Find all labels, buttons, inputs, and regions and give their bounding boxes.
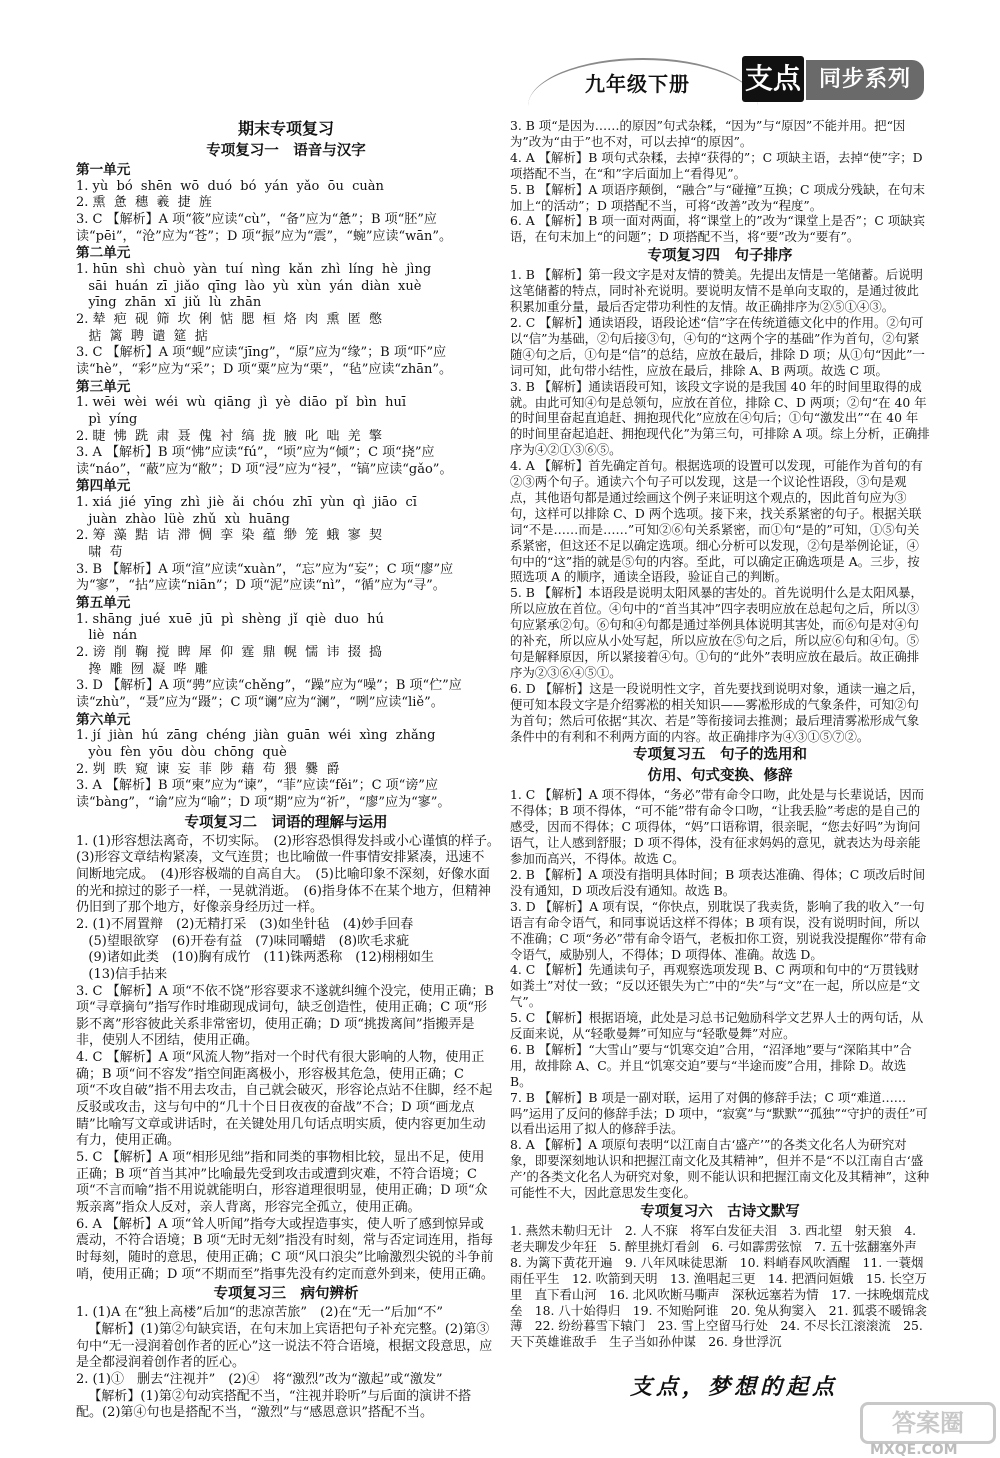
answer-line: 3. C 【解析】A 项“蚬”应读“jīng”，“原”应为“缘”；B 项“吓”应读“hè”，“彩”应为“采”；D 项“粟”应为“栗”，“毡”应读“zhān”。 xyxy=(76,345,453,377)
answer-line: 1. (1)A 在“独上高楼”后加“的悲凉苦旅” (2)在“无一”后加“不” 【解析】(1)第②句缺宾语，在句末加上宾语把句子补充完整。(2)第③句中“无一浸润着创作者的匠心”这一说法不符合语境，根据文段意思，应是全都浸润着创作者的匠心。 xyxy=(76,1305,493,1371)
answer-line: 1. B 【解析】第一段文字是对友情的赞美。先提出友情是一笔储蓄。后说明这笔储蓄的特点，同时补充说明。要说明友情不是单向支取的，是通过彼此积累加重分量，最后否定带功利性的友情。故正确排序为②⑤①④③。 xyxy=(510,267,923,315)
unit-heading: 第三单元 xyxy=(76,378,131,395)
watermark-url: MXQE.COM xyxy=(870,1442,958,1458)
answer-line: 5. C 【解析】A 项“相形见绌”指和同类的事物相比较，显出不足，使用正确；B 项“首当其冲”比喻最先受到攻击或遭到灾难，不符合语境；C 项“不言而喻”指不用说就能明白，形容道理很明显，使用正确；D 项“众叛亲离”指众人反对，亲人背离，形容完全孤立，使用正确。 xyxy=(76,1150,488,1216)
section-heading: 专项复习二 词语的理解与运用 xyxy=(184,814,388,831)
answer-line: 3. A 【解析】B 项“柬”应为“谏”，“菲”应读“fěi”；C 项“谤”应读“bàng”，“谕”应为“喻”；D 项“期”应为“祈”，“廖”应为“寥”。 xyxy=(76,778,451,810)
page-header xyxy=(0,0,1000,110)
unit-heading: 第五单元 xyxy=(76,595,131,612)
left-column xyxy=(76,118,507,1422)
answer-line: 4. A 【解析】首先确定首句。根据选项的设置可以发现，可能作为首句的有②③两个句子。通读六个句子可以发现，这是一个议论性语段，③句是观点，其他语句都是通过绘画这个例子来证明这个观点的，因此首句应为③句，这样可以排除 C、D 两个选项。接下来，找关系紧密的句子。根据关联词“不是……而是……”可知②⑥句关系紧密，而①句“是的”可知，①⑤句关系紧密，但这还不足以确定选项。细心分析可以发现，②句是举例论证，④句中的“这”指的就是⑤句的内容。至此，可以确定正确选项是 A。三步，按照选项 A 的顺序，通读全语段，验证自己的判断。 xyxy=(510,458,923,585)
brand-logo: 支点 xyxy=(742,56,804,102)
grade-title: 九年级下册 xyxy=(585,72,690,96)
section-title: 期末专项复习 xyxy=(237,119,334,138)
unit-heading: 第六单元 xyxy=(76,711,131,728)
answer-line: 3. B 项“是因为……的原因”句式杂糅，“因为”与“原因”不能并用。把“因为”改为“由于”也不对，可以去掉“的原因”。 xyxy=(510,118,906,149)
section-heading: 专项复习四 句子排序 xyxy=(647,248,793,265)
answer-line: 2. (1)不屑置辩 (2)无精打采 (3)如坐针毡 (4)妙手回春 (5)望眼欲穿 (6)开卷有益 (7)味同嚼蜡 (8)吹毛求疵 (9)诸如此类 (10)胸有成竹 (11)铢两悉称 (12)栩栩如生 (13)信手拈来 xyxy=(76,916,434,982)
unit-heading: 第二单元 xyxy=(76,245,131,262)
answer-line: 3. D 【解析】A 项有误，“你快点，别耽误了我卖货，影响了我的收入”一句语言有命令语气，和同事说话这样不得体；B 项有误，没有说明时间，所以不准确；C 项“务必”带有命令语气，老板扣你工资，别说我没提醒你”带有命令语气，威胁别人，不得体；D 项得体、准确。故选 D。 xyxy=(510,898,927,962)
section-heading: 专项复习六 古诗文默写 xyxy=(640,1204,800,1220)
answer-line: 6. B 【解析】“大雪山”要与“饥寒交迫”合用，“沼泽地”要与“深陷其中”合用，故排除 A、C。并且“饥寒交迫”要与“半途而废”合用，排除 D。故选 B。 xyxy=(510,1041,912,1089)
answer-line: 1. C 【解析】A 项不得体，“务必”带有命令口吻，此处是与长辈说话，因而不得体；B 项不得体，“可不能”带有命令口吻，“让我丢脸”考虑的是自己的感受，因而不得体；C 项得体，“妈”口语称谓，很亲昵，“您去好吗”为询问语气，让人感到舒服；D 项不得体，没有征求妈妈的意见，就表达为母亲能参加而高兴，不得体。故选 C。 xyxy=(510,787,925,867)
answer-line: 2. 刿 眣 窥 谏 妄 菲 陟 藉 苟 猥 爨 爵 xyxy=(76,761,340,777)
answer-line: 3. B 【解析】A 项“渲”应读“xuàn”，“忘”应为“妄”；C 项“廖”应为“寥”，“拈”应读“niān”；D 项“泥”应读“nì”，“循”应为“寻”。 xyxy=(76,561,454,594)
answer-line: 6. A 【解析】B 项一面对两面，将“课堂上的”改为“课堂上是否”；C 项缺宾语，在句末加上“的问题”；D 项搭配不当，将“要”改为“要有”。 xyxy=(510,213,925,245)
answer-line: 2. 辇 疤 砚 筛 坎 俐 惦 腮 桓 烙 肉 熏 匿 憋 掂 篱 聘 谴 筵 掂 xyxy=(76,311,382,344)
answer-line: 4. C 【解析】A 项“风流人物”指对一个时代有很大影响的人物，使用正确；B 项“问不容发”指空间距离极小，形容极其危急，使用正确；C 项“不攻自破”指不用去攻击，自己就会破灭，形容论点站不住脚，经不起反驳或攻击，这与句中的“几十个日日夜夜的奋战”不合；D 项“画龙点睛”比喻写文章或讲话时，在关键处用几句话点明实质，使内容更加生动有力，使用正确。 xyxy=(76,1050,493,1149)
right-column xyxy=(510,118,930,1350)
answer-line: 2. 睫 怫 跣 肃 聂 傀 衬 缟 拢 腋 叱 咄 羌 擎 xyxy=(76,428,382,444)
answer-line: 4. A 【解析】B 项句式杂糅，去掉“获得的”；C 项缺主语，去掉“使”字；D 项搭配不当，在“和”字后面加上“看得见”。 xyxy=(510,149,927,181)
section-heading: 专项复习三 病句辨析 xyxy=(213,1286,359,1303)
answer-line: 3. A 【解析】B 项“怫”应读“fú”，“顷”应为“倾”；C 项“挠”应读“náo”，“蔽”应为“敝”；D 项“浸”应为“祲”，“镐”应读“gǎo”。 xyxy=(76,445,453,477)
answer-line: 2. B 【解析】A 项没有指明具体时间；B 项表达准确、得体；C 项改后时间没有通知，D 项改后没有通知。故选 B。 xyxy=(510,866,926,898)
answer-line: 4. C 【解析】先通读句子，再观察选项发现 B、C 两项和句中的“万贯钱财如粪土”对仗一致；“反以还银失为亡”中的“失”与“文”在一起，所以应是“文气”。 xyxy=(510,962,921,1010)
answer-line: 3. D 【解析】A 项“骋”应读“chěng”，“躁”应为“噪”；B 项“伫”应读“zhù”，“聂”应为“蹑”；C 项“谰”应为“澜”，“咧”应读“liě”。 xyxy=(76,678,462,710)
answer-line: 6. D 【解析】这是一段说明性文字，首先要找到说明对象，通读一遍之后，便可知本段文字是介绍雾凇的相关知识——雾凇形成的气象条件，可知②句为首句；然后可依据“其次、若是”等衔接词去推测；最后理清雾凇形成气象条件中的有利和不利两方面的内容。故正确排序为④③①⑤⑦②。 xyxy=(510,680,924,744)
answer-line: 3. C 【解析】A 项“筱”应读“cù”，“备”应为“惫”；B 项“胚”应读“pēi”，“沧”应为“苍”；D 项“振”应为“震”，“蜿”应读“wān”。 xyxy=(76,211,453,244)
unit-heading: 第四单元 xyxy=(76,478,131,495)
answer-line: 1. hūn shì chuò yàn tuí nìng kǎn zhì líng hè jìng sāi huán zī jiǎo qīng lào yù xùn yán diàn xuè yīng zhān xī jiǔ lù zhān xyxy=(76,261,432,311)
answer-line: 1. xiá jié yīng zhì jiè ǎi chóu zhī yùn qì jiāo cī juàn zhào lüè zhǔ xù huāng xyxy=(76,495,417,527)
answer-line: 6. A 【解析】A 项“耸人听闻”指夸大或捏造事实，使人听了感到惊异或震动，不符合语境；B 项“无时无刻”指没有时刻，常与否定词连用，指每时每刻，随时的意思，使用正确；C 项“风口浪尖”比喻激烈尖锐的斗争前哨，使用正确；D 项“不期而至”指事先没有约定而意外到来，使用正确。 xyxy=(76,1216,494,1282)
answer-line: 3. C 【解析】A 项“不依不饶”形容要求不遂就纠缠个没完，使用正确；B 项“寻章摘句”指写作时堆砌现成词句，缺乏创造性，使用正确；C 项“形影不离”形容彼此关系非常密切，使用正确；D 项“挑拨离间”指搬弄是非，使别人不团结，使用正确。 xyxy=(76,983,499,1049)
answer-line: 2. 熏 惫 穗 羲 捷 旌 xyxy=(76,195,212,211)
section-heading: 专项复习五 句子的选用和 xyxy=(633,747,807,764)
answer-line: 1. jí jiàn hú zāng chéng jiàn guān wéi xìng zhǎng yòu fèn yōu dòu chōng què xyxy=(76,728,436,760)
answer-line: 8. A 【解析】A 项原句表明“以江南自古‘盛产’”的各类文化名人为研究对象，即要深刻地认识和把握江南文化及其精神”，但并不是“不以江南自古‘盛产’的各类文化名人为研究对象，则不能认识和把握江南文化及其精神”，这种可能性不大，因此意思发生变化。 xyxy=(510,1137,930,1201)
series-label: 同步系列 xyxy=(806,60,924,100)
answer-line: 1. wēi wèi wéi wù qiāng jì yè diāo pǐ bìn huī pì yíng xyxy=(76,395,407,427)
answer-line: 5. B 【解析】A 项语序颠倒，“融合”与“碰撞”互换；C 项成分残缺，在句末加上“的活动”；D 项搭配不当，可将“改善”改为“程度”。 xyxy=(510,181,925,213)
footer-slogan: 支点，梦想的起点 xyxy=(630,1374,839,1400)
answer-line: 2. (1)① 删去“注视并” (2)④ 将“激烈”改为“激起”或“激发” 【解析】(1)第②句动宾搭配不当，“注视并聆听”与后面的演讲不搭配。(2)第④句也是搭配不当，“激烈”与“感恩意识”搭配不当。 xyxy=(76,1371,472,1421)
answer-line: 1. yù bó shēn wō duó bó yán yǎo ōu cuàn xyxy=(76,178,384,194)
unit-heading: 第一单元 xyxy=(76,162,131,178)
watermark-logo xyxy=(860,1402,1000,1458)
answer-line: 5. C 【解析】根据语境，此处是习总书记勉励科学文艺界人士的两句话，从反面来说，从“轻歌曼舞”可知应与“轻歌曼舞”对应。 xyxy=(510,1010,924,1042)
section-heading: 仿用、句式变换、修辞 xyxy=(647,768,793,785)
answer-line: 7. B 【解析】B 项是一副对联，运用了对偶的修辞手法；C 项“难道……吗”运用了反问的修辞手法；D 项中，“寂寞”与“默默”“孤独”“守护的责任”可以看出运用了拟人的修辞手法。 xyxy=(510,1089,928,1137)
answer-line: 1. shāng jué xuē jū pì shèng jǐ qiè duo hú liè nán xyxy=(76,611,384,644)
answer-line: 2. 谤 削 鞠 搅 睥 犀 仰 霆 鼎 幌 懦 讳 掇 捣 搀 雕 囫 凝 哗 雕 xyxy=(76,645,382,677)
answer-line: 2. 筹 藻 黠 诘 滞 惆 挛 染 蕴 缈 笼 蛾 寥 契 啸 苟 xyxy=(76,528,382,561)
answer-line: 1. (1)形容想法离奇，不切实际。 (2)形容恐惧得发抖或小心谨慎的样子。 (3)形容文章结构紧凑，文气连贯；也比喻做一件事情安排紧凑，迅速不间断地完成。 (4)形容极端的自高自大。 (5)比喻印象不深刻，好像水面的光和掠过的影子一样，一晃就消逝。 (6)指身体不在某个地方，但精神仍旧到了那个地方，好像亲身经历过一样。 xyxy=(76,833,507,916)
answer-line: 1. 燕然未勒归无计 2. 人不寐 将军白发征夫泪 3. 西北望 射天狼 4. 老夫聊发少年狂 5. 醉里挑灯看剑 6. 弓如霹雳弦惊 7. 五十弦翻塞外声 8. 为篱下黄花开遍 9. 八年风味徒思渐 10. 料峭春风吹酒醒 11. 一蓑烟雨任平生 12. 吹箭到天明 13. 渔唱起三更 14. 把酒问姮娥 15. 长空万里 直下看山河 16. 北风吹断马嘶声 深秋远塞若为情 17. 一抹晚烟荒戍垒 18. 八十始得归 19. 不知贻阿谁 20. 兔从狗窦入 21. 狐裘不暖锦衾薄 22. 纷纷暮雪下辕门 23. 雪上空留马行处 24. 不尽长江滚滚流 25. 天下英雄谁敌手 生子当如孙仲谋 26. 身世浮沉 xyxy=(510,1223,930,1350)
watermark-text: 答案圈 xyxy=(860,1402,996,1444)
answer-line: 3. B 【解析】通读语段可知，该段文字说的是我国 40 年的时间里取得的成就。由此可知④句是总领句，应放在首位，排除 C、D 两项；②句“在 40 年的时间里奋起直追赶、拥抱现代化”应放在④句后；①句“激发出”“在 40 年的时间里奋起追赶、拥抱现代化”为第三句，可排除 A 项。综上分析，正确排序为④②①③⑥⑤。 xyxy=(510,378,930,458)
answer-line: 2. C 【解析】通读语段，语段论述“信”字在传统道德文化中的作用。②句可以“信”为基础，②句后接③句，④句的“这两个字的基础”作为首句，②句紧随④句之后，①句是“信”的总结，应放在最后，排除 D 项；从①句“因此”一词可知，此句带小结性，应放在最后，排除 A、B 两项。故选 C 项。 xyxy=(510,314,925,378)
answer-line: 5. B 【解析】本语段是说明太阳风暴的害处的。首先说明什么是太阳风暴，所以应放在首位。④句中的“首当其冲”四字表明应放在总起句之后，所以③句应紧承②句。⑥句和④句都是通过举例具体说明其害处，而⑥句是对④句的补充，所以应从小处写起，所以应放在⑤句之后，所以应⑥句和④句。⑤句是解释原因，所以紧接着④句。①句的“此外”表明应放在最后。故正确排序为②③⑥④⑤①。 xyxy=(510,585,923,680)
section-heading: 专项复习一 语音与汉字 xyxy=(206,143,366,159)
